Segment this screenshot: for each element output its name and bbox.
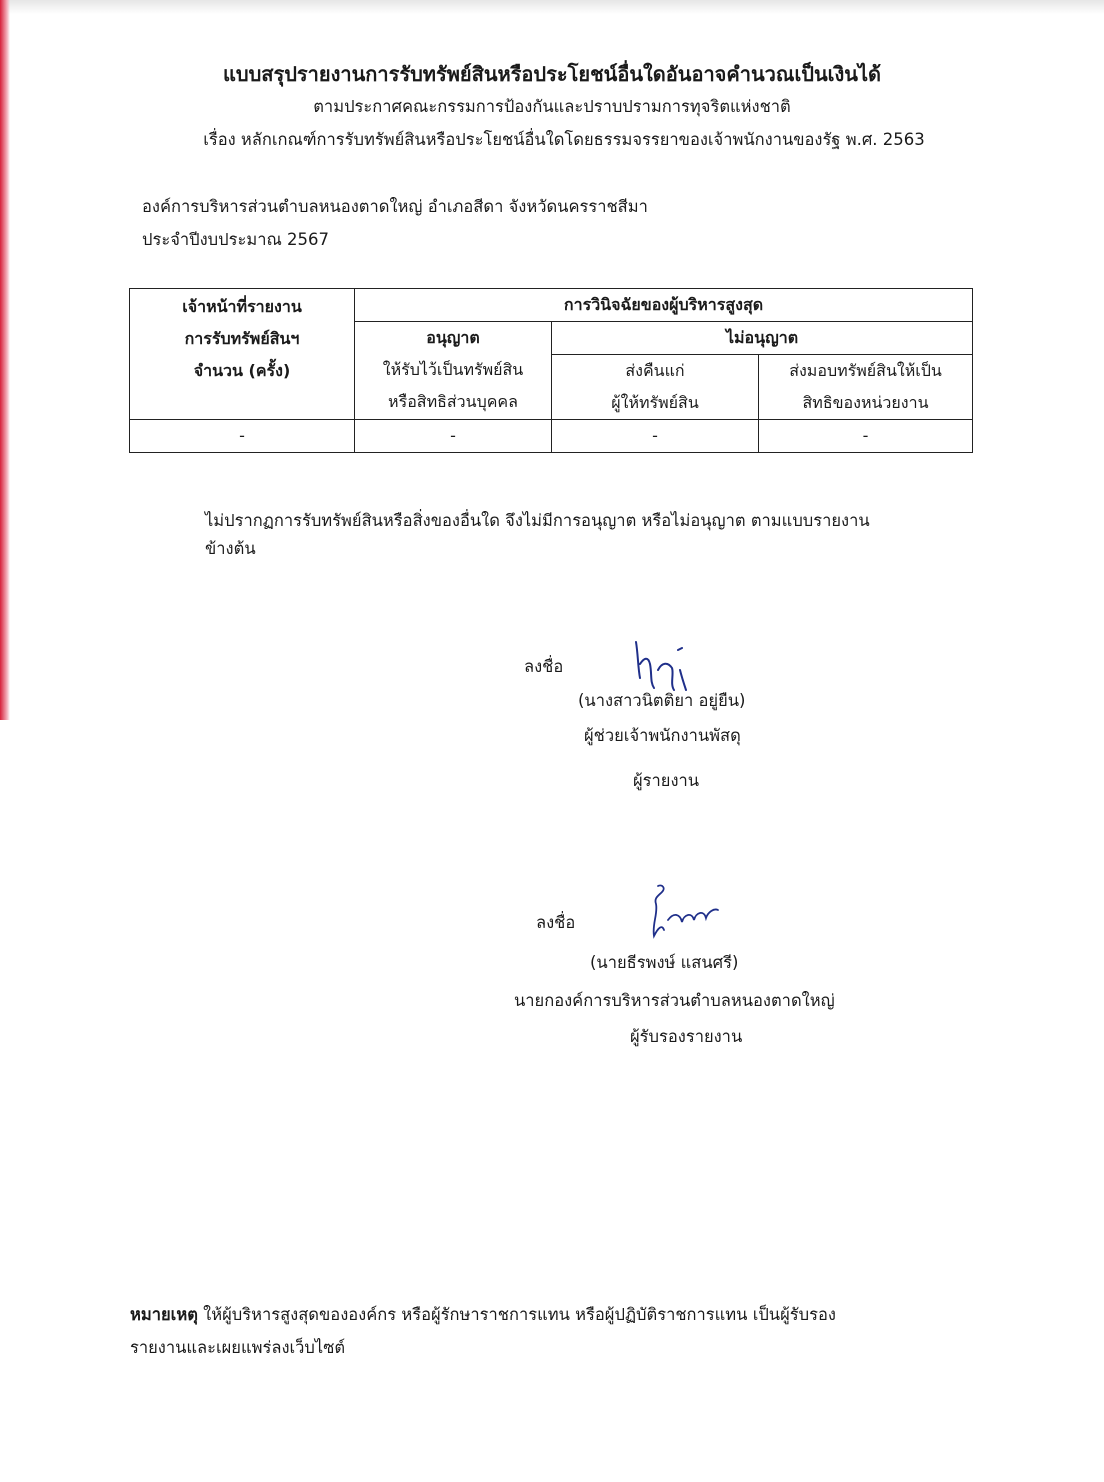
handwritten-signature-1 [628, 634, 692, 696]
return-line-2: ผู้ให้ทรัพย์สิน [611, 393, 699, 412]
signature-1-role: ผู้รายงาน [633, 771, 700, 790]
decision-header: การวินิจฉัยของผู้บริหารสูงสุด [355, 289, 973, 322]
transfer-value: - [759, 420, 973, 453]
remark-label: หมายเหตุ [130, 1305, 198, 1324]
approve-header-cell [355, 322, 552, 420]
return-line-1: ส่งคืนแก่ [625, 361, 685, 380]
signature-2-label: ลงชื่อ [536, 913, 576, 932]
officer-header-line-2: การรับทรัพย์สินฯ [184, 329, 300, 348]
document-subtitle-2: เรื่อง หลักเกณฑ์การรับทรัพย์สินหรือประโยชน์อื่นใดโดยธรรมจรรยาของเจ้าพนักงานของรัฐ พ.ศ. 2563 [203, 130, 925, 149]
return-value: - [552, 420, 759, 453]
transfer-line-1: ส่งมอบทรัพย์สินให้เป็น [789, 361, 942, 380]
table-header-row-1 [130, 289, 973, 322]
fiscal-year: ประจำปีงบประมาณ 2567 [142, 230, 330, 249]
signature-1-label: ลงชื่อ [524, 657, 564, 676]
deny-header: ไม่อนุญาต [552, 322, 973, 355]
handwritten-signature-2 [640, 880, 724, 944]
signature-2-name: (นายธีรพงษ์ แสนศรี) [590, 953, 739, 972]
remark-line-2: รายงานและเผยแพร่ลงเว็บไซต์ [130, 1338, 346, 1357]
statement-line-2: ข้างต้น [205, 539, 256, 558]
approve-desc-line-1: ให้รับไว้เป็นทรัพย์สิน [382, 360, 524, 379]
remark-line-1 [130, 1302, 836, 1328]
document-title: แบบสรุปรายงานการรับทรัพย์สินหรือประโยชน์อื่นใดอันอาจคำนวณเป็นเงินได้ [222, 62, 881, 86]
signature-1-position: ผู้ช่วยเจ้าพนักงานพัสดุ [584, 726, 741, 745]
remark-text-1: ให้ผู้บริหารสูงสุดขององค์กร หรือผู้รักษาราชการแทน หรือผู้ปฏิบัติราชการแทน เป็นผู้รับรอง [197, 1305, 836, 1324]
officer-header-line-1: เจ้าหน้าที่รายงาน [182, 297, 302, 316]
document-subtitle-1: ตามประกาศคณะกรรมการป้องกันและปราบปรามการทุจริตแห่งชาติ [313, 97, 791, 116]
return-to-giver-cell [552, 355, 759, 420]
report-table [129, 288, 973, 453]
signature-2-position: นายกองค์การบริหารส่วนตำบลหนองตาดใหญ่ [514, 991, 835, 1010]
officer-header-line-3: จำนวน (ครั้ง) [193, 361, 291, 380]
approve-header: อนุญาต [426, 328, 480, 347]
signature-1-name: (นางสาวนิตติยา อยู่ยืน) [578, 691, 746, 710]
transfer-to-agency-cell [759, 355, 973, 420]
organization-name: องค์การบริหารส่วนตำบลหนองตาดใหญ่ อำเภอสีดา จังหวัดนครราชสีมา [142, 197, 648, 216]
approve-desc-line-2: หรือสิทธิส่วนบุคคล [388, 392, 518, 411]
signature-2-role: ผู้รับรองรายงาน [630, 1027, 743, 1046]
page-top-shadow [0, 0, 1104, 14]
officer-count-header [130, 289, 355, 420]
officer-count-value: - [130, 420, 355, 453]
approve-value: - [355, 420, 552, 453]
table-row [130, 420, 973, 453]
statement-line-1: ไม่ปรากฏการรับทรัพย์สินหรือสิ่งของอื่นใด จึงไม่มีการอนุญาต หรือไม่อนุญาต ตามแบบรายงาน [205, 511, 870, 530]
transfer-line-2: สิทธิของหน่วยงาน [802, 393, 929, 412]
